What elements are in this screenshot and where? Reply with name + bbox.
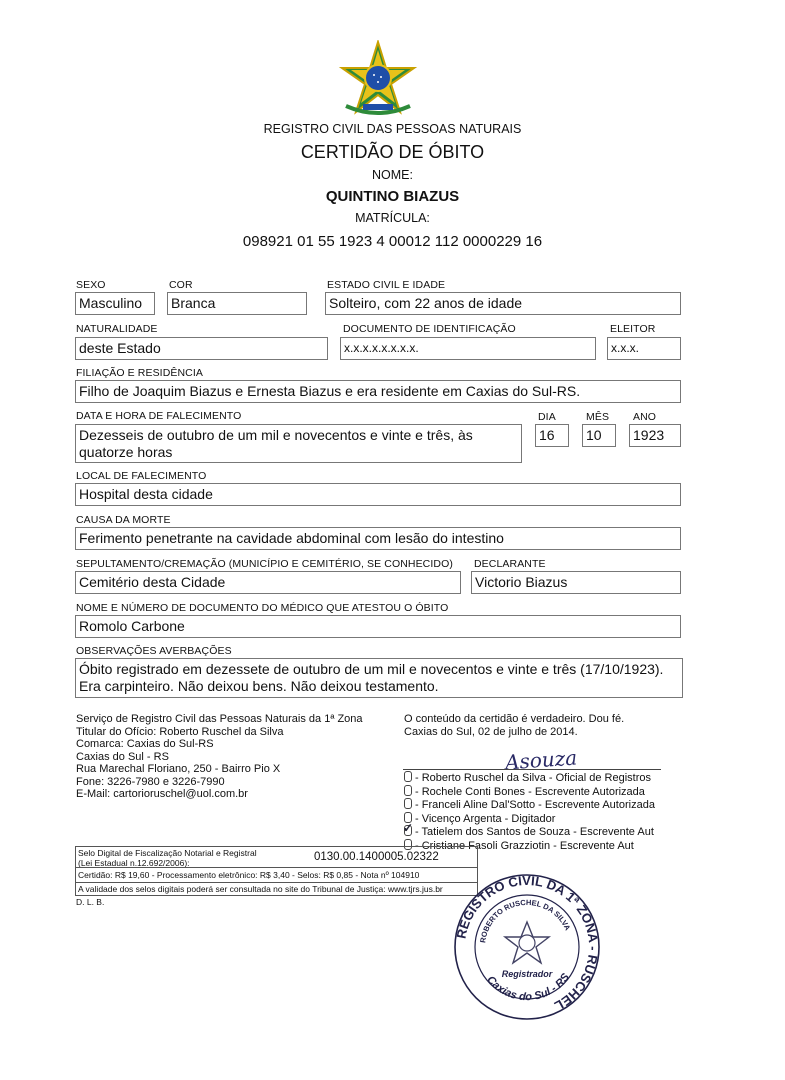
matricula-number: 098921 01 55 1923 4 00012 112 0000229 16 (242, 233, 543, 250)
medico-label: NOME E NÚMERO DE DOCUMENTO DO MÉDICO QUE ATESTOU O ÓBITO (76, 602, 449, 614)
naturalidade-label: NATURALIDADE (76, 323, 158, 335)
declarante-field: Victorio Biazus (471, 571, 681, 594)
causa-field: Ferimento penetrante na cavidade abdominal com lesão do intestino (75, 527, 681, 550)
selo-fees: Certidão: R$ 19,60 - Processamento eletrônico: R$ 3,40 - Selos: R$ 0,85 - Nota nº 104910 (78, 870, 420, 880)
office-line: Comarca: Caxias do Sul-RS (76, 738, 214, 750)
observacoes-line-1: Óbito registrado em dezessete de outubro de um mil e novecentos e vinte e três (17/10/1923). (79, 661, 664, 677)
cor-field: Branca (167, 292, 307, 315)
dia-field: 16 (535, 424, 569, 447)
stamp-city: Caxias do Sul - RS (484, 971, 572, 1004)
office-line: Titular do Ofício: Roberto Ruschel da Silva (76, 725, 284, 738)
data-hora-label: DATA E HORA DE FALECIMENTO (76, 410, 242, 422)
selo-validity: A validade dos selos digitais poderá ser consultada no site do Tribunal de Justiça: www.tjrs.jus.br (78, 884, 443, 894)
handwritten-signature: Asouza (504, 745, 578, 775)
signature-line (403, 769, 661, 770)
ano-field: 1923 (629, 424, 681, 447)
declarante-label: DECLARANTE (474, 558, 546, 570)
sepultamento-field: Cemitério desta Cidade (75, 571, 461, 594)
matricula-label: MATRÍCULA: (355, 211, 430, 225)
stamp-emblem (505, 922, 549, 963)
checked-checkbox-icon: ✓ (403, 821, 414, 835)
sexo-field: Masculino (75, 292, 155, 315)
registrar-item: - Roberto Ruschel da Silva - Oficial de Registros (404, 771, 655, 785)
registrar-item: ✓ - Tatielem dos Santos de Souza - Escrevente Aut (403, 821, 654, 838)
dia-label: DIA (538, 411, 556, 423)
office-line: Serviço de Registro Civil das Pessoas Naturais da 1ª Zona (76, 713, 363, 725)
registry-heading: REGISTRO CIVIL DAS PESSOAS NATURAIS (263, 122, 522, 136)
ano-label: ANO (633, 411, 657, 423)
registrar-item: - Cristiane Fasoli Grazziotin - Escrevente Aut (404, 839, 655, 853)
office-line: Rua Marechal Floriano, 250 - Bairro Pio X (76, 763, 281, 775)
deceased-name: QUINTINO BIAZUS (325, 188, 460, 205)
eleitor-field: x.x.x. (607, 337, 681, 360)
divider (76, 882, 477, 883)
documento-field: x.x.x.x.x.x.x.x. (340, 337, 596, 360)
selo-box (75, 846, 478, 896)
office-line: Fone: 3226-7980 e 3226-7990 (76, 775, 225, 788)
name-label: NOME: (372, 168, 413, 182)
cor-label: COR (169, 279, 193, 291)
attestation (404, 713, 624, 738)
naturalidade-field: deste Estado (75, 337, 328, 360)
office-info (76, 713, 363, 801)
local-label: LOCAL DE FALECIMENTO (76, 470, 207, 482)
initials: D. L. B. (76, 897, 105, 907)
documento-label: DOCUMENTO DE IDENTIFICAÇÃO (343, 323, 516, 335)
attestation-date: Caxias do Sul, 02 de julho de 2014. (404, 725, 578, 738)
selo-code: 0130.00.1400005.02322 (314, 851, 439, 863)
office-email: E-Mail: cartorioruschel@uol.com.br (76, 788, 248, 800)
causa-label: CAUSA DA MORTE (76, 514, 171, 526)
data-hora-field: Dezesseis de outubro de um mil e novecentos e vinte e três, às quatorze horas (75, 424, 522, 463)
filiacao-label: FILIAÇÃO E RESIDÊNCIA (76, 367, 203, 379)
filiacao-field: Filho de Joaquim Biazus e Ernesta Biazus e era residente em Caxias do Sul-RS. (75, 380, 681, 403)
attestation-statement: O conteúdo da certidão é verdadeiro. Dou fé. (404, 713, 625, 725)
registrar-item: - Franceli Aline Dal'Sotto - Escrevente Autorizada (404, 798, 655, 812)
office-line: Caxias do Sul - RS (76, 750, 169, 763)
eleitor-label: ELEITOR (610, 323, 656, 335)
page-title: CERTIDÃO DE ÓBITO (300, 142, 485, 162)
divider (76, 867, 477, 868)
registrar-item: - Rochele Conti Bones - Escrevente Autorizada (404, 785, 655, 799)
estado-civil-field: Solteiro, com 22 anos de idade (325, 292, 681, 315)
mes-label: MÊS (586, 411, 610, 423)
stamp-role: Registrador (501, 969, 553, 979)
sexo-label: SEXO (76, 279, 106, 291)
registrars-list (404, 771, 655, 852)
checkbox-icon (404, 771, 412, 782)
official-stamp (452, 872, 602, 1022)
coat-of-arms-emblem (338, 40, 418, 120)
local-field: Hospital desta cidade (75, 483, 681, 506)
stamp-inner-text: ROBERTO RUSCHEL DA SILVA (478, 897, 573, 944)
estado-civil-label: ESTADO CIVIL E IDADE (327, 279, 446, 291)
observacoes-line-2: Era carpinteiro. Não deixou bens. Não deixou testamento. (79, 678, 439, 694)
observacoes-field (75, 658, 683, 698)
selo-label: Selo Digital de Fiscalização Notarial e Registral (Lei Estadual n.12.692/2006): (78, 848, 257, 868)
mes-field: 10 (582, 424, 616, 447)
sepultamento-label: SEPULTAMENTO/CREMAÇÃO (MUNICÍPIO E CEMITÉRIO, SE CONHECIDO) (76, 558, 453, 570)
observacoes-label: OBSERVAÇÕES AVERBAÇÕES (76, 645, 232, 657)
stamp-outer-text: REGISTRO CIVIL DA 1ª ZONA - RUSCHEL (453, 872, 602, 1014)
registrar-item: - Vicenço Argenta - Digitador (404, 812, 655, 826)
checkbox-icon (404, 785, 412, 796)
medico-field: Romolo Carbone (75, 615, 681, 638)
checkbox-icon (404, 798, 412, 809)
